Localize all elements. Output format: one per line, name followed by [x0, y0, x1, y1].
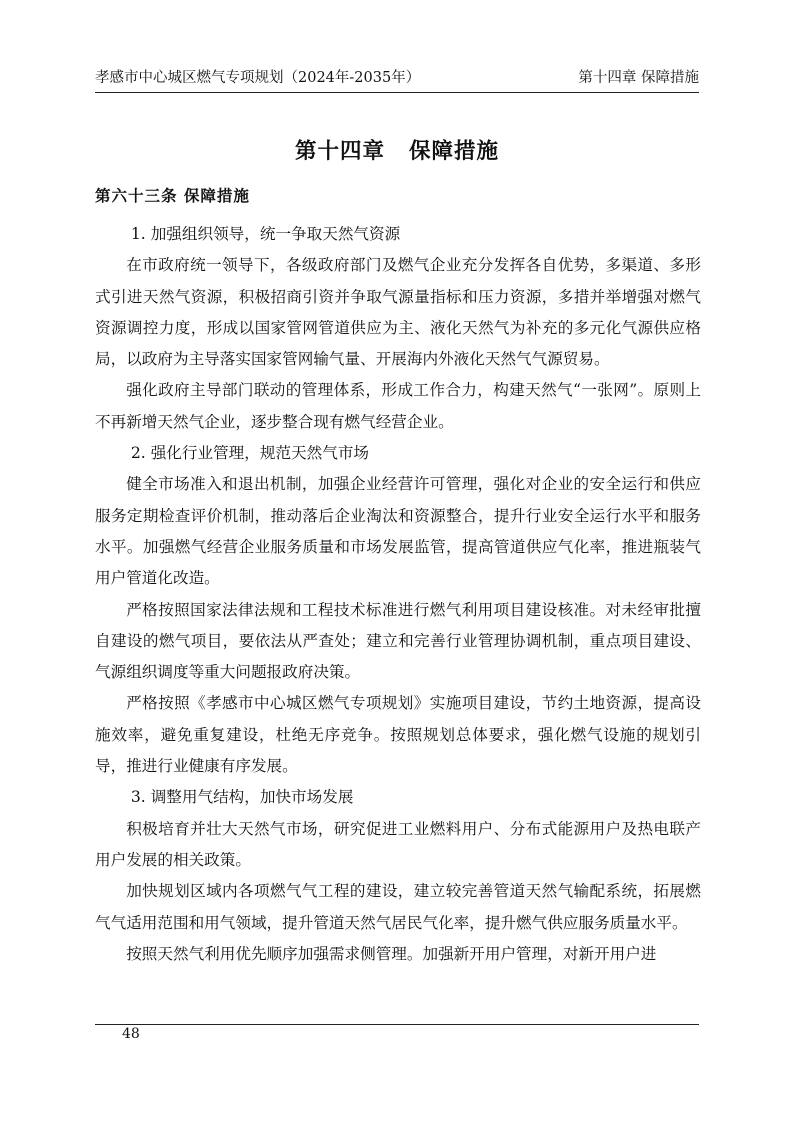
chapter-title — [0, 134, 794, 165]
paragraph: 在市政府统一领导下，各级政府部门及燃气企业充分发挥各自优势，多渠道、多形式引进天然气资源，积极招商引资并争取气源量指标和压力资源，多措并举增强对燃气资源调控力度，形成以国家管网管道供应为主、液化天然气为补充的多元化气源供应格局，以政府为主导落实国家管网输气量、开展海内外液化天然气气源贸易。 — [95, 256, 701, 369]
header-divider — [95, 92, 699, 93]
running-header — [95, 66, 699, 92]
paragraph: 加快规划区域内各项燃气气工程的建设，建立较完善管道天然气输配系统，拓展燃气气适用范围和用气领域，提升管道天然气居民气化率，提升燃气供应服务质量水平。 — [95, 882, 701, 932]
page-number: 48 — [122, 1026, 140, 1042]
subheading-1: 1. 加强组织领导，统一争取天然气资源 — [130, 225, 401, 243]
header-document-title: 孝感市中心城区燃气专项规划（2024年-2035年） — [95, 70, 421, 86]
chapter-number: 第十四章 — [294, 139, 385, 164]
paragraph: 健全市场准入和退出机制，加强企业经营许可管理，强化对企业的安全运行和供应服务定期检查评价机制，推动落后企业淘汰和资源整合，提升行业安全运行水平和服务水平。加强燃气经营企业服务质量和市场发展监管，提高管道供应气化率，推进瓶装气用户管道化改造。 — [95, 475, 701, 588]
body-text — [95, 219, 701, 970]
section-title: 第六十三条 保障措施 — [95, 187, 250, 205]
chapter-name: 保障措施 — [409, 139, 500, 164]
header-chapter-label: 第十四章 保障措施 — [578, 70, 699, 86]
footer-divider — [95, 1024, 699, 1025]
paragraph: 积极培育并壮大天然气市场，研究促进工业燃料用户、分布式能源用户及热电联产用户发展的相关政策。 — [95, 819, 701, 869]
paragraph: 严格按照国家法律法规和工程技术标准进行燃气利用项目建设核准。对未经审批擅自建设的燃气项目，要依法从严查处；建立和完善行业管理协调机制，重点项目建设、气源组织调度等重大问题报政府决策。 — [95, 600, 701, 682]
subheading-3: 3. 调整用气结构，加快市场发展 — [130, 788, 354, 807]
paragraph: 按照天然气利用优先顺序加强需求侧管理。加强新开用户管理，对新开用户进 — [126, 944, 657, 963]
paragraph: 严格按照《孝感市中心城区燃气专项规划》实施项目建设，节约土地资源，提高设施效率，避免重复建设，杜绝无序竞争。按照规划总体要求，强化燃气设施的规划引导，推进行业健康有序发展。 — [95, 694, 701, 776]
subheading-2: 2. 强化行业管理，规范天然气市场 — [130, 444, 370, 463]
paragraph: 强化政府主导部门联动的管理体系，形成工作合力，构建天然气“一张网”。原则上不再新增天然气企业，逐步整合现有燃气经营企业。 — [95, 381, 701, 431]
